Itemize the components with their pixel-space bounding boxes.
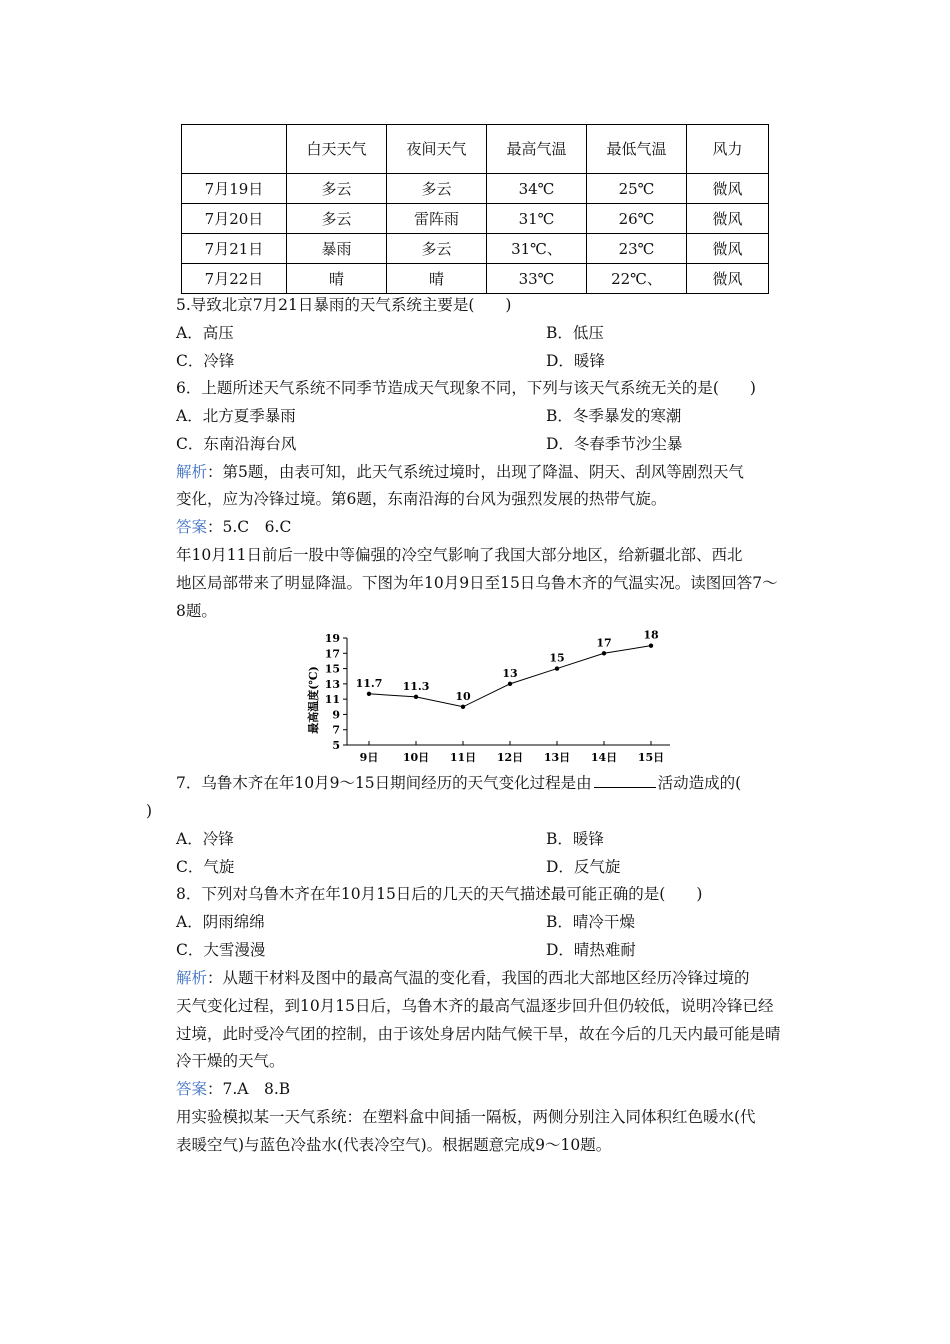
- header-wind: 风力: [687, 125, 769, 174]
- cell-day-weather: 晴: [287, 264, 387, 294]
- answer-text: ：7.A 8.B: [207, 1080, 291, 1098]
- cell-min-temp: 25℃: [587, 174, 687, 204]
- table-row: [182, 204, 769, 234]
- data-label: 17: [596, 636, 612, 650]
- cell-date: 7月22日: [182, 264, 287, 294]
- cell-min-temp: 23℃: [587, 234, 687, 264]
- data-point: [602, 651, 606, 655]
- table-row: [182, 174, 769, 204]
- y-tick-label: 19: [324, 632, 340, 645]
- header-night-weather: 夜间天气: [387, 125, 487, 174]
- q7-option-b: B．暖锋: [546, 830, 604, 848]
- cell-wind: 微风: [687, 234, 769, 264]
- x-tick-label: 11日: [449, 751, 477, 764]
- analysis-label: 解析: [176, 463, 208, 481]
- cell-date: 7月21日: [182, 234, 287, 264]
- q7-stem-post: 活动造成的(: [657, 774, 742, 792]
- q6-option-a: A．北方夏季暴雨: [176, 407, 296, 425]
- q8-option-a: A．阴雨绵绵: [176, 913, 265, 931]
- analysis-2-line-2: 天气变化过程，到10月15日后，乌鲁木齐的最高气温逐步回升但仍较低，说明冷锋已经: [176, 997, 774, 1015]
- intro-2-line-3: 8题。: [176, 602, 217, 620]
- cell-date: 7月19日: [182, 174, 287, 204]
- analysis-2-line-4: 冷干燥的天气。: [176, 1052, 285, 1070]
- cell-max-temp: 34℃: [487, 174, 587, 204]
- q7-option-d: D．反气旋: [546, 858, 621, 876]
- header-max-temp: 最高气温: [487, 125, 587, 174]
- answer-1: [176, 516, 291, 538]
- y-tick-label: 15: [324, 662, 340, 676]
- analysis-text: ：第5题，由表可知，此天气系统过境时，出现了降温、阴天、刮风等剧烈天气: [207, 463, 744, 481]
- cell-wind: 微风: [687, 204, 769, 234]
- q8-option-c: C．大雪漫漫: [176, 941, 266, 959]
- data-label: 15: [549, 651, 565, 665]
- table-header-row: [182, 125, 769, 174]
- q8-option-b: B．晴冷干燥: [546, 913, 635, 931]
- intro-3-line-1: 用实验模拟某一天气系统：在塑料盒中间插一隔板，两侧分别注入同体积红色暖水(代: [176, 1108, 756, 1126]
- data-label: 13: [502, 666, 518, 680]
- cell-night-weather: 多云: [387, 234, 487, 264]
- q6-option-b: B．冬季暴发的寒潮: [546, 407, 682, 425]
- q5-stem: 5.导致北京7月21日暴雨的天气系统主要是( ): [176, 296, 512, 314]
- y-tick-label: 9: [332, 708, 340, 722]
- data-point: [461, 705, 465, 709]
- q5-option-c: C．冷锋: [176, 352, 235, 370]
- cell-max-temp: 31℃: [487, 204, 587, 234]
- y-tick-label: 17: [324, 647, 340, 661]
- x-tick-label: 10日: [402, 751, 430, 764]
- data-point: [367, 692, 371, 696]
- data-point: [414, 695, 418, 699]
- q8-option-d: D．晴热难耐: [546, 941, 636, 959]
- cell-day-weather: 多云: [287, 204, 387, 234]
- q5-option-b: B．低压: [546, 324, 604, 342]
- answer-blank: [594, 773, 656, 788]
- cell-night-weather: 晴: [387, 264, 487, 294]
- y-tick-label: 7: [332, 723, 340, 737]
- analysis-text: ：从题干材料及图中的最高气温的变化看，我国的西北大部地区经历冷锋过境的: [207, 969, 750, 987]
- analysis-2-line-3: 过境，此时受冷气团的控制，由于该处身居内陆气候干旱，故在今后的几天内最可能是晴: [176, 1025, 781, 1043]
- y-tick-label: 5: [332, 739, 340, 752]
- q7-option-c: C．气旋: [176, 858, 235, 876]
- y-tick-label: 11: [324, 693, 340, 707]
- q7-stem: [176, 772, 741, 794]
- x-tick-label: 9日: [359, 751, 379, 764]
- weather-table: [181, 124, 769, 294]
- intro-2-line-2: 地区局部带来了明显降温。下图为年10月9日至15日乌鲁木齐的气温实况。读图回答7～: [176, 574, 778, 592]
- x-tick-label: 12日: [496, 751, 524, 764]
- temperature-line-chart: [305, 628, 675, 766]
- table-row: [182, 234, 769, 264]
- table-row: [182, 264, 769, 294]
- x-tick-label: 13日: [543, 751, 571, 764]
- cell-night-weather: 多云: [387, 174, 487, 204]
- cell-max-temp: 31℃、: [487, 234, 587, 264]
- chart-ylabel: 最高温度(℃): [307, 666, 320, 734]
- cell-date: 7月20日: [182, 204, 287, 234]
- x-tick-label: 14日: [590, 751, 618, 764]
- header-day-weather: 白天天气: [287, 125, 387, 174]
- intro-2-line-1: 年10月11日前后一股中等偏强的冷空气影响了我国大部分地区，给新疆北部、西北: [176, 546, 743, 564]
- header-cell-empty: [182, 125, 287, 174]
- intro-3-line-2: 表暖空气)与蓝色冷盐水(代表冷空气)。根据题意完成9～10题。: [176, 1136, 612, 1154]
- x-tick-label: 15日: [637, 751, 665, 764]
- cell-wind: 微风: [687, 264, 769, 294]
- answer-label: 答案: [176, 518, 208, 536]
- analysis-1-line-2: 变化，应为冷锋过境。第6题，东南沿海的台风为强烈发展的热带气旋。: [176, 490, 667, 508]
- answer-label: 答案: [176, 1080, 208, 1098]
- cell-night-weather: 雷阵雨: [387, 204, 487, 234]
- q6-option-c: C．东南沿海台风: [176, 435, 297, 453]
- data-point: [508, 682, 512, 686]
- q7-stem-end: ): [146, 802, 153, 820]
- data-label: 11.7: [355, 676, 383, 690]
- analysis-label: 解析: [176, 969, 208, 987]
- cell-day-weather: 暴雨: [287, 234, 387, 264]
- answer-2: [176, 1078, 290, 1100]
- data-label: 11.3: [402, 679, 430, 693]
- answer-text: ：5.C 6.C: [207, 518, 292, 536]
- analysis-2-line-1: [176, 967, 750, 989]
- q5-option-d: D．暖锋: [546, 352, 605, 370]
- cell-max-temp: 33℃: [487, 264, 587, 294]
- data-label: 18: [643, 628, 659, 642]
- y-tick-label: 13: [324, 677, 340, 691]
- header-min-temp: 最低气温: [587, 125, 687, 174]
- data-point: [555, 666, 559, 670]
- q5-option-a: A．高压: [176, 324, 234, 342]
- q7-option-a: A．冷锋: [176, 830, 234, 848]
- q7-stem-pre: 7．乌鲁木齐在年10月9～15日期间经历的天气变化过程是由: [176, 774, 592, 792]
- data-point: [649, 643, 653, 647]
- q8-stem: 8．下列对乌鲁木齐在年10月15日后的几天的天气描述最可能正确的是( ): [176, 885, 703, 903]
- cell-min-temp: 26℃: [587, 204, 687, 234]
- cell-wind: 微风: [687, 174, 769, 204]
- cell-day-weather: 多云: [287, 174, 387, 204]
- q6-stem: 6．上题所述天气系统不同季节造成天气现象不同，下列与该天气系统无关的是( ): [176, 379, 756, 397]
- analysis-1-line-1: [176, 461, 744, 483]
- cell-min-temp: 22℃、: [587, 264, 687, 294]
- q6-option-d: D．冬春季节沙尘暴: [546, 435, 683, 453]
- data-label: 10: [455, 689, 471, 703]
